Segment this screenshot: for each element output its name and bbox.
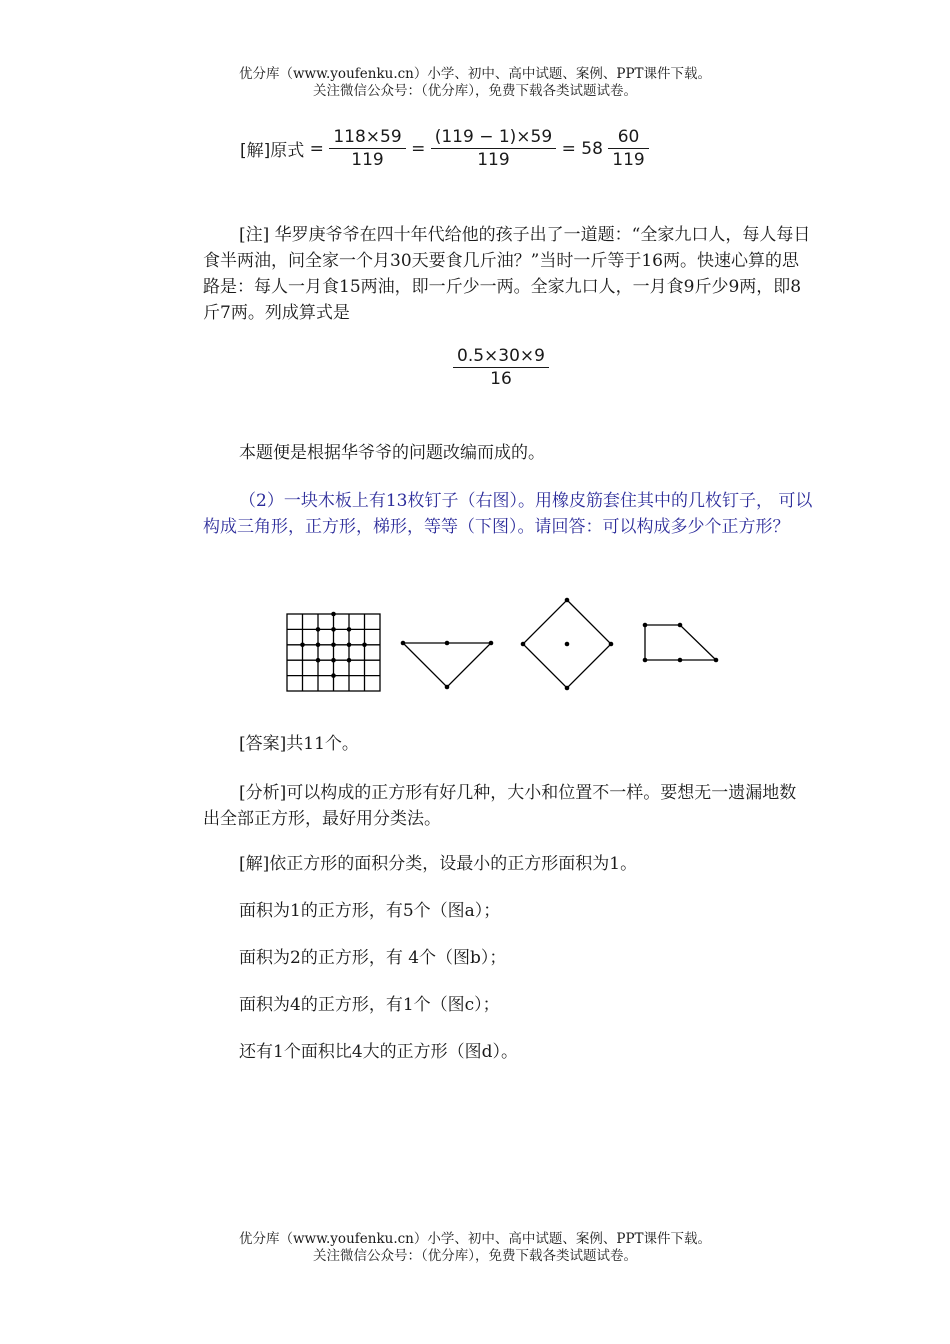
diamond-square-figure xyxy=(521,598,614,691)
fraction-3-denominator: 119 xyxy=(612,150,645,170)
fraction-oil-denominator: 16 xyxy=(490,369,512,389)
nail xyxy=(316,627,321,632)
nail-board-grid-figure xyxy=(287,614,380,691)
nail xyxy=(347,627,352,632)
equals-sign: = xyxy=(309,138,324,159)
header-line-1: 优分库（www.youfenku.cn）小学、初中、高中试题、案例、PPT课件下载。 xyxy=(238,66,712,82)
solution-line-2: 面积为1的正方形，有5个（图a）； xyxy=(239,901,501,921)
nail xyxy=(300,643,305,648)
fraction-oil-numerator: 0.5×30×9 xyxy=(453,345,549,368)
header-line-2: 关注微信公众号：（优分库），免费下载各类试题试卷。 xyxy=(313,83,637,99)
nail xyxy=(678,623,683,628)
page-header xyxy=(0,66,950,100)
formula-solution xyxy=(240,126,649,171)
fraction-1-numerator: 118×59 xyxy=(329,126,405,149)
triangle-figure xyxy=(401,641,494,690)
nail xyxy=(331,612,336,617)
mixed-number-whole: 58 xyxy=(581,138,603,159)
formula-oil xyxy=(453,345,549,390)
nail xyxy=(316,643,321,648)
footer-line-1: 优分库（www.youfenku.cn）小学、初中、高中试题、案例、PPT课件下载。 xyxy=(238,1231,712,1247)
nail xyxy=(521,642,526,647)
fraction-1 xyxy=(329,126,405,171)
nail xyxy=(609,642,614,647)
nail xyxy=(316,658,321,663)
nail xyxy=(445,685,450,690)
triangle-shape xyxy=(403,643,491,687)
nail xyxy=(331,643,336,648)
trapezoid-shape xyxy=(645,625,716,660)
fraction-1-denominator: 119 xyxy=(351,150,384,170)
solution-line-5: 还有1个面积比4大的正方形（图d）。 xyxy=(239,1042,519,1062)
nail xyxy=(331,627,336,632)
page-footer xyxy=(0,1231,950,1265)
formula-label: [解]原式 xyxy=(240,141,305,161)
nail xyxy=(347,643,352,648)
figures xyxy=(280,592,730,702)
nail xyxy=(714,658,719,663)
note-paragraph: [注] 华罗庚爷爷在四十年代给他的孩子出了一道题：“全家九口人，每人每日食半两油，问全家一个月30天要食几斤油？”当时一斤等于16两。快速心算的思路是：每人一月食15两油，即一斤少一两。全家九口人，一月食9斤少9两，即8斤7两。列成算式是 xyxy=(203,225,811,323)
nail xyxy=(489,641,494,646)
fraction-oil xyxy=(453,345,549,390)
nail xyxy=(347,658,352,663)
nail xyxy=(678,658,683,663)
nail xyxy=(643,658,648,663)
nail xyxy=(401,641,406,646)
fraction-2-numerator: (119 − 1)×59 xyxy=(431,126,556,149)
analysis-paragraph: [分析]可以构成的正方形有好几种，大小和位置不一样。要想无一遗漏地数出全部正方形，最好用分类法。 xyxy=(203,783,797,829)
fraction-2 xyxy=(431,126,556,171)
nail xyxy=(445,641,450,646)
solution-line-1: [解]依正方形的面积分类，设最小的正方形面积为1。 xyxy=(239,854,638,874)
fraction-3 xyxy=(608,126,648,171)
nail xyxy=(643,623,648,628)
nail xyxy=(565,598,570,603)
question-paragraph: （2）一块木板上有13枚钉子（右图）。用橡皮筋套住其中的几枚钉子， 可以构成三角形，正方形，梯形，等等（下图）。请回答：可以构成多少个正方形？ xyxy=(203,491,813,537)
trapezoid-figure xyxy=(643,623,719,663)
equals-sign: = xyxy=(411,138,426,159)
solution-line-3: 面积为2的正方形，有 4个（图b）； xyxy=(239,948,507,968)
fraction-3-numerator: 60 xyxy=(608,126,648,149)
footer-line-2: 关注微信公众号：（优分库），免费下载各类试题试卷。 xyxy=(313,1248,637,1264)
adapted-paragraph: 本题便是根据华爷爷的问题改编而成的。 xyxy=(239,443,545,463)
fraction-2-denominator: 119 xyxy=(477,150,510,170)
nail xyxy=(331,658,336,663)
nail xyxy=(565,642,570,647)
solution-line-4: 面积为4的正方形，有1个（图c）； xyxy=(239,995,500,1015)
nail xyxy=(331,673,336,678)
nail xyxy=(565,686,570,691)
equals-sign: = xyxy=(561,138,576,159)
answer-paragraph: [答案]共11个。 xyxy=(239,734,359,754)
nail xyxy=(362,643,367,648)
